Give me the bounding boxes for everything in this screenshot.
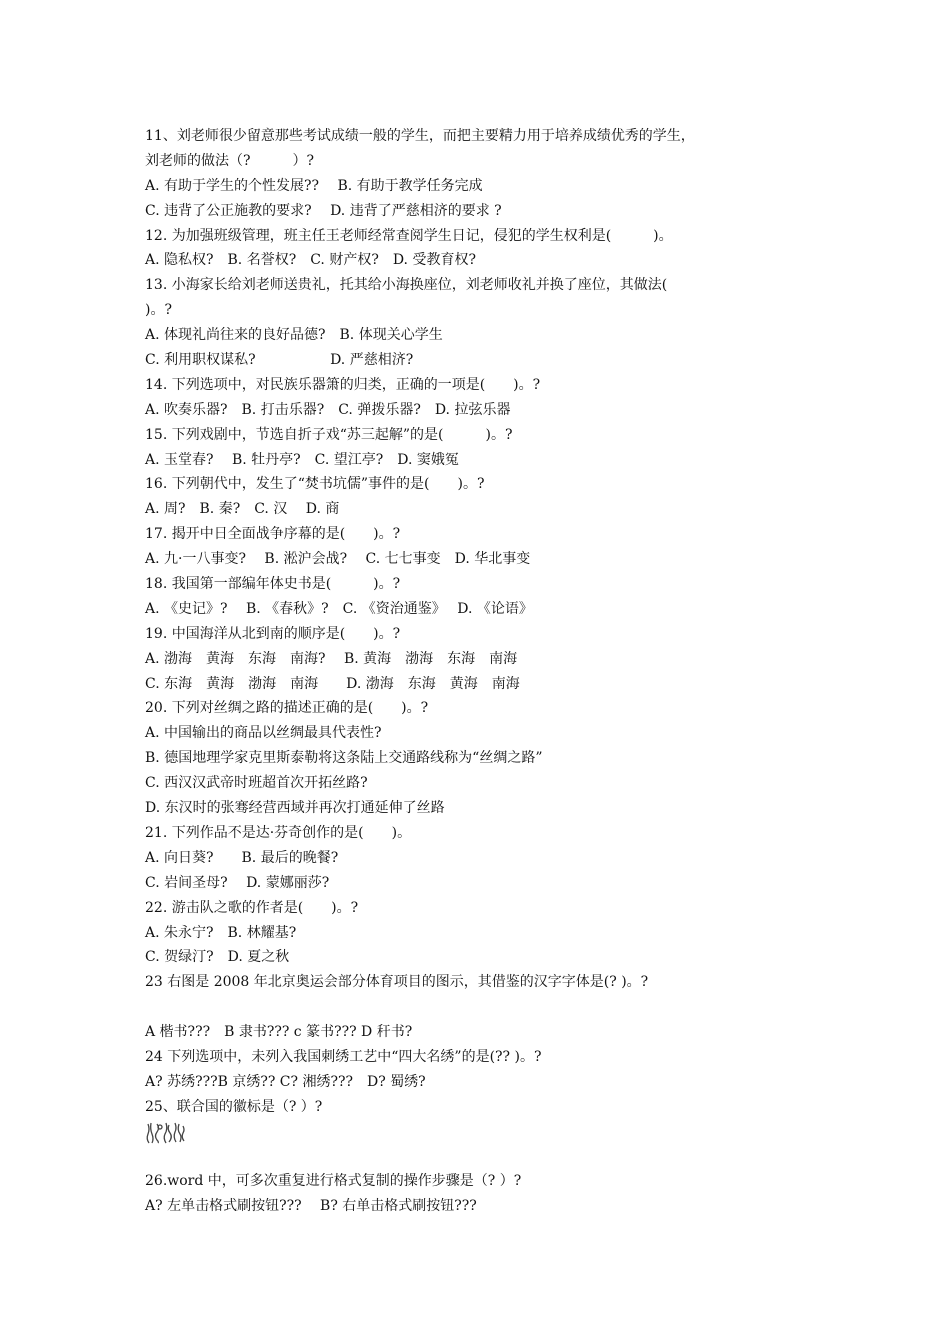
q20-stem: 20. 下列对丝绸之路的描述正确的是( )。? [145,700,429,717]
q16-stem: 16. 下列朝代中，发生了“焚书坑儒”事件的是( )。? [145,476,485,493]
q12-options: A. 隐私权? B. 名誉权? C. 财产权? D. 受教育权? [145,252,476,269]
q25-stem: 25、联合国的徽标是（? ）? [145,1098,323,1115]
question-list [145,124,825,1219]
q24-stem: 24 下列选项中，未列入我国刺绣工艺中“四大名绣”的是(?? )。? [145,1048,542,1065]
q22-options-ab: A. 朱永宁? B. 林耀基? [145,924,297,941]
q11-options-ab: A. 有助于学生的个性发展?? B. 有助于教学任务完成 [145,177,483,194]
q17-options: A. 九·一八事变? B. 淞沪会战? C. 七七事变 D. 华北事变 [145,551,531,568]
q16-options: A. 周? B. 秦? C. 汉 D. 商 [145,501,340,518]
q11-stem-line2: 刘老师的做法（? ）? [145,152,315,169]
q12-stem: 12. 为加强班级管理，班主任王老师经常查阅学生日记，侵犯的学生权利是( )。 [145,227,673,244]
q11-stem-line1: 11、刘老师很少留意那些考试成绩一般的学生，而把主要精力用于培养成绩优秀的学生， [145,128,695,144]
q26-options-ab: A? 左单击格式刷按钮??? B? 右单击格式刷按钮??? [145,1198,477,1215]
q18-options: A. 《史记》? B. 《春秋》? C. 《资治通鉴》 D. 《论语》 [145,600,533,617]
spacer [145,1145,825,1170]
q19-stem: 19. 中国海洋从北到南的顺序是( )。? [145,625,401,642]
q13-options-ab: A. 体现礼尚往来的良好品德? B. 体现关心学生 [145,327,443,344]
q14-stem: 14. 下列选项中，对民族乐器箫的归类，正确的一项是( )。? [145,376,541,393]
q13-stem-line2: )。? [145,302,172,319]
q11-options-cd: C. 违背了公正施教的要求? D. 违背了严慈相济的要求 ? [145,202,502,219]
q20-option-c: C. 西汉汉武帝时班超首次开拓丝路? [145,775,368,792]
q26-stem: 26.word 中，可多次重复进行格式复制的操作步骤是（? ）? [145,1173,522,1190]
q13-options-cd: C. 利用职权谋私? D. 严慈相济? [145,352,414,369]
olympic-pictograms-icon [145,1120,825,1145]
q22-stem: 22. 游击队之歌的作者是( )。? [145,899,359,916]
q14-options: A. 吹奏乐器? B. 打击乐器? C. 弹拨乐器? D. 拉弦乐器 [145,401,511,418]
q20-option-a: A. 中国输出的商品以丝绸最具代表性? [145,725,382,742]
q21-stem: 21. 下列作品不是达·芬奇创作的是( )。 [145,824,412,841]
q23-options: A 楷书??? B 隶书??? c 篆书??? D 秆书? [145,1024,413,1041]
q20-option-d: D. 东汉时的张骞经营西域并再次打通延伸了丝路 [145,800,445,817]
q21-options-cd: C. 岩间圣母? D. 蒙娜丽莎? [145,874,330,891]
q23-stem: 23 右图是 2008 年北京奥运会部分体育项目的图示，其借鉴的汉字字体是(? )。? [145,974,649,991]
q15-stem: 15. 下列戏剧中，节选自折子戏“苏三起解”的是( )。? [145,426,513,443]
q24-options: A? 苏绣???B 京绣?? C? 湘绣??? D? 蜀绣? [145,1073,426,1090]
q19-options-ab: A. 渤海 黄海 东海 南海? B. 黄海 渤海 东海 南海 [145,650,518,667]
q21-options-ab: A. 向日葵? B. 最后的晚餐? [145,849,339,866]
q18-stem: 18. 我国第一部编年体史书是( )。? [145,576,401,593]
q17-stem: 17. 揭开中日全面战争序幕的是( )。? [145,526,401,543]
q20-option-b: B. 德国地理学家克里斯泰勒将这条陆上交通路线称为“丝绸之路” [145,750,543,767]
q22-options-cd: C. 贺绿汀? D. 夏之秋 [145,949,290,966]
q19-options-cd: C. 东海 黄海 渤海 南海 D. 渤海 东海 黄海 南海 [145,675,520,692]
spacer [145,995,825,1020]
q15-options: A. 玉堂春? B. 牡丹亭? C. 望江亭? D. 窦娥冤 [145,451,459,468]
q13-stem-line1: 13. 小海家长给刘老师送贵礼，托其给小海换座位，刘老师收礼并换了座位，其做法( [145,277,668,294]
